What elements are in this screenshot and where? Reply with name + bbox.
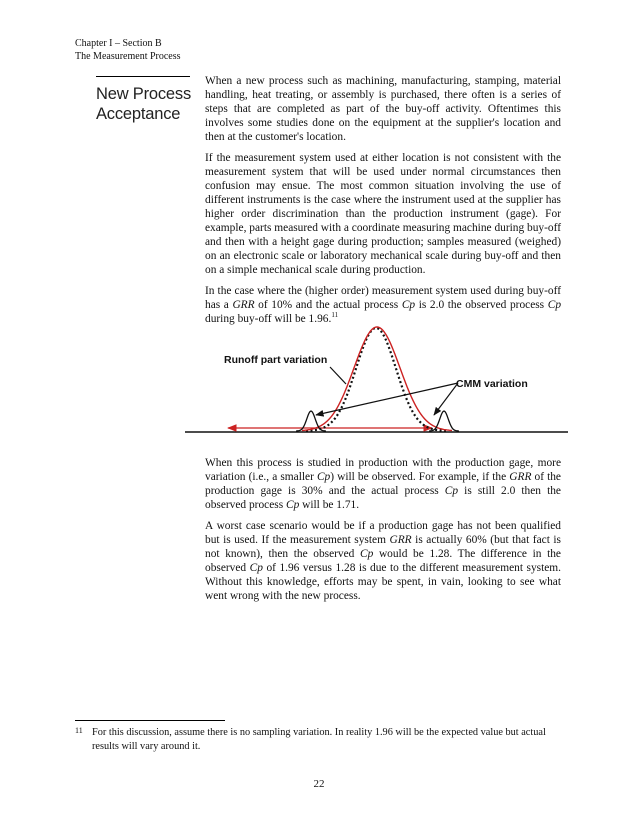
header-section-title: The Measurement Process [75,51,181,62]
paragraph-instrument-consistency: If the measurement system used at either location is not consistent with the measurement system that will be used under normal circumstances then confusion may ensue. The most common situation involving the use of different instruments is the case where the instrument used at the supplier has higher order discrimination than the production instrument (gage). For example, parts measured with a coordinate measuring machine during buy-off and then with a height gage during production; samples measured (weighed) on an electronic scale or laboratory mechanical scale during buy-off and then on a simple mechanical scale during production. [205,152,561,276]
cmm-leader-left [316,383,458,415]
process-variation-curve [302,327,452,430]
paragraph-production-gage: When this process is studied in production with the production gage, more variation (i.e., a smaller Cp) will be observed. For example, if the GRR of the production gage is 30% and the actual process Cp is still 2.0 then the observed process Cp will be 1.71. [205,457,561,511]
sidebar-heading [96,84,196,124]
body-text-top [205,74,561,333]
runoff-label-leader [330,367,346,384]
sidebar-heading-line-1: New Process [96,85,191,103]
cmm-variation-label: CMM variation [456,378,528,390]
header-chapter: Chapter I – Section B [75,38,162,49]
footnote-number: 11 [75,726,83,735]
runoff-variation-curve [306,328,446,431]
footnote-text: For this discussion, assume there is no sampling variation. In reality 1.96 will be the expected value but actual results will vary around it. [92,727,546,752]
sidebar-heading-line-2: Acceptance [96,105,181,123]
paragraph-worst-case: A worst case scenario would be if a production gage has not been qualified but is used. If the measurement system GRR is actually 60% (but that fact is not known), then the observed Cp would be 1.28. The difference in the observed Cp of 1.96 versus 1.28 is due to the different measurement system. Without this knowledge, efforts may be spent, in vain, looking to see what went wrong with the new process. [205,520,562,602]
paragraph-buy-off: When a new process such as machining, manufacturing, stamping, material handling, heat treating, or assembly is purchased, there often is a series of steps that are completed as part of the buy-off activity. Oftentimes this involves some studies done on the equipment at the supplier's location and then at the customer's location. [205,75,561,143]
sidebar-divider [96,76,190,77]
running-header [75,37,181,63]
paragraph-buy-off-example: In the case where the (higher order) measurement system used during buy-off has a GRR of 10% and the actual process Cp is 2.0 the observed process Cp during buy-off will be 1.96.11 [205,285,562,325]
variation-figure [180,318,570,448]
page-number: 22 [313,778,325,790]
runoff-variation-label: Runoff part variation [224,354,328,366]
body-text-bottom [205,456,561,610]
footnote-divider [75,720,225,721]
cmm-curve-right [429,411,459,431]
footnote [75,726,563,754]
footnote-reference: 11 [331,311,339,320]
